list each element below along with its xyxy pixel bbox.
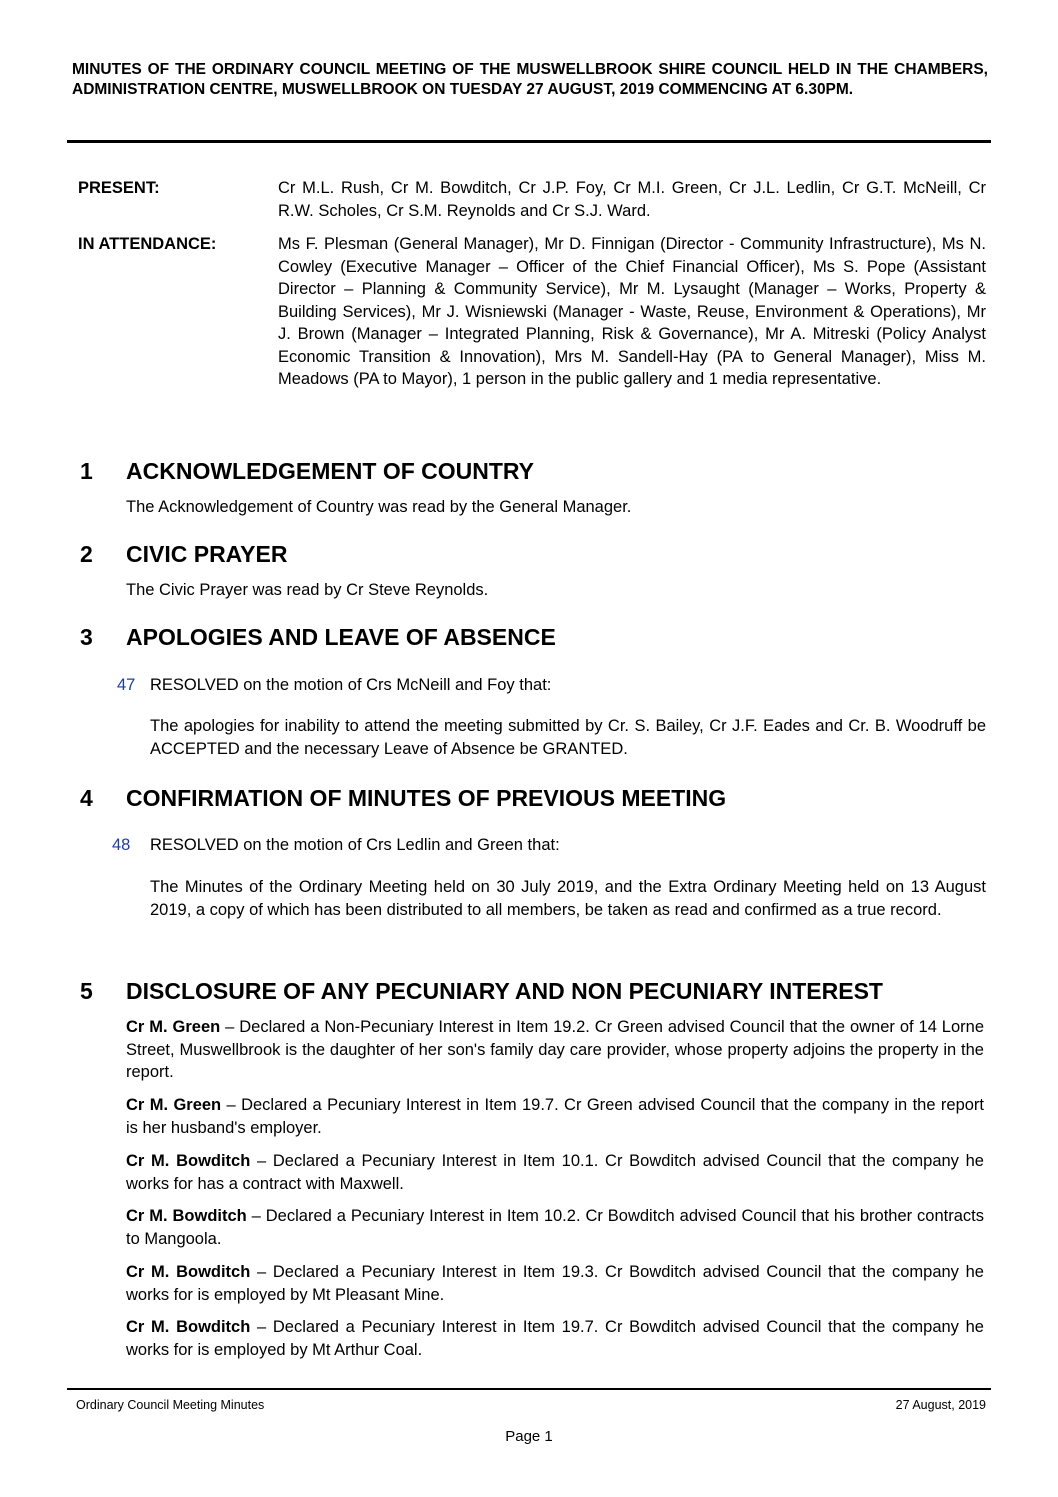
section-title: CIVIC PRAYER [126,541,288,567]
disclosure-councillor: Cr M. Bowditch [126,1207,247,1225]
section-title: APOLOGIES AND LEAVE OF ABSENCE [126,624,556,650]
resolution-text: RESOLVED on the motion of Crs Ledlin and Green that: [150,836,560,854]
disclosure-councillor: Cr M. Bowditch [126,1152,251,1170]
disclosure-councillor: Cr M. Green [126,1096,222,1114]
footer-document-name: Ordinary Council Meeting Minutes [76,1398,265,1412]
disclosure-item [126,1150,984,1195]
resolution-body: The Minutes of the Ordinary Meeting held on 30 July 2019, and the Extra Ordinary Meeting held on 13 August 2019, a copy of which has been distributed to all members, be taken as read and confirmed as a true record. [150,878,986,919]
section-2-body: The Civic Prayer was read by Cr Steve Reynolds. [126,581,489,599]
disclosure-text: – Declared a Non-Pecuniary Interest in Item 19.2. Cr Green advised Council that the owner of 14 Lorne Street, Muswellbrook is the daughter of her son's family day care provider, whose property adjoins the property in the report. [126,1018,984,1081]
present-label: PRESENT: [78,179,160,197]
attendance-label: IN ATTENDANCE: [78,235,217,253]
section-1-body: The Acknowledgement of Country was read by the General Manager. [126,498,632,516]
document-title: MINUTES OF THE ORDINARY COUNCIL MEETING OF THE MUSWELLBROOK SHIRE COUNCIL HELD IN THE CHAMBERS, ADMINISTRATION CENTRE, MUSWELLBROOK ON TUESDAY 27 AUGUST, 2019 COMMENCING AT 6.30PM. [72,61,988,98]
disclosure-text: – Declared a Pecuniary Interest in Item 19.7. Cr Green advised Council that the company in the report is her husband's employer. [126,1096,985,1137]
disclosure-text: – Declared a Pecuniary Interest in Item 19.3. Cr Bowditch advised Council that the company he works for is employed by Mt Pleasant Mine. [126,1263,984,1304]
disclosure-item [126,1016,984,1084]
section-number: 2 [80,541,93,567]
section-number: 1 [80,458,93,484]
section-number: 5 [80,978,93,1004]
disclosure-text: – Declared a Pecuniary Interest in Item 10.2. Cr Bowditch advised Council that his brother contracts to Mangoola. [126,1207,984,1248]
resolution-text: RESOLVED on the motion of Crs McNeill and Foy that: [150,676,552,694]
section-title: CONFIRMATION OF MINUTES OF PREVIOUS MEETING [126,785,727,811]
section-title: ACKNOWLEDGEMENT OF COUNTRY [126,458,535,484]
header-divider [67,140,991,143]
attendance-text: Ms F. Plesman (General Manager), Mr D. Finnigan (Director - Community Infrastructure), Ms N. Cowley (Executive Manager – Officer of the Chief Financial Officer), Ms S. Pope (Assistant Director – Planning & Community Service), Mr M. Lysaught (Manager – Works, Property & Building Services), Mr J. Wisniewski (Manager - Waste, Reuse, Environment & Operations), Mr J. Brown (Manager – Integrated Planning, Risk & Governance), Mr A. Mitreski (Policy Analyst Economic Transition & Innovation), Mrs M. Sandell-Hay (PA to General Manager), Miss M. Meadows (PA to Mayor), 1 person in the public gallery and 1 media representative. [278,235,986,388]
resolution-body: The apologies for inability to attend the meeting submitted by Cr. S. Bailey, Cr J.F. Eades and Cr. B. Woodruff be ACCEPTED and the necessary Leave of Absence be GRANTED. [150,717,986,758]
resolution-number: 48 [112,836,131,854]
section-number: 3 [80,624,93,650]
page-number: Page 1 [505,1428,553,1445]
disclosure-item [126,1205,984,1250]
footer-divider [67,1388,991,1390]
footer-date: 27 August, 2019 [895,1398,986,1412]
resolution-number: 47 [117,676,136,694]
present-text: Cr M.L. Rush, Cr M. Bowditch, Cr J.P. Foy, Cr M.I. Green, Cr J.L. Ledlin, Cr G.T. McNeill, Cr R.W. Scholes, Cr S.M. Reynolds and Cr S.J. Ward. [278,179,986,220]
disclosure-item [126,1094,984,1139]
section-number: 4 [80,785,93,811]
disclosure-councillor: Cr M. Bowditch [126,1263,251,1281]
disclosure-item [126,1316,984,1361]
disclosure-councillor: Cr M. Green [126,1018,221,1036]
disclosure-text: – Declared a Pecuniary Interest in Item 10.1. Cr Bowditch advised Council that the company he works for has a contract with Maxwell. [126,1152,984,1193]
section-title: DISCLOSURE OF ANY PECUNIARY AND NON PECUNIARY INTEREST [126,978,883,1004]
disclosure-councillor: Cr M. Bowditch [126,1318,251,1336]
disclosure-text: – Declared a Pecuniary Interest in Item 19.7. Cr Bowditch advised Council that the company he works for is employed by Mt Arthur Coal. [126,1318,984,1359]
disclosure-item [126,1261,984,1306]
